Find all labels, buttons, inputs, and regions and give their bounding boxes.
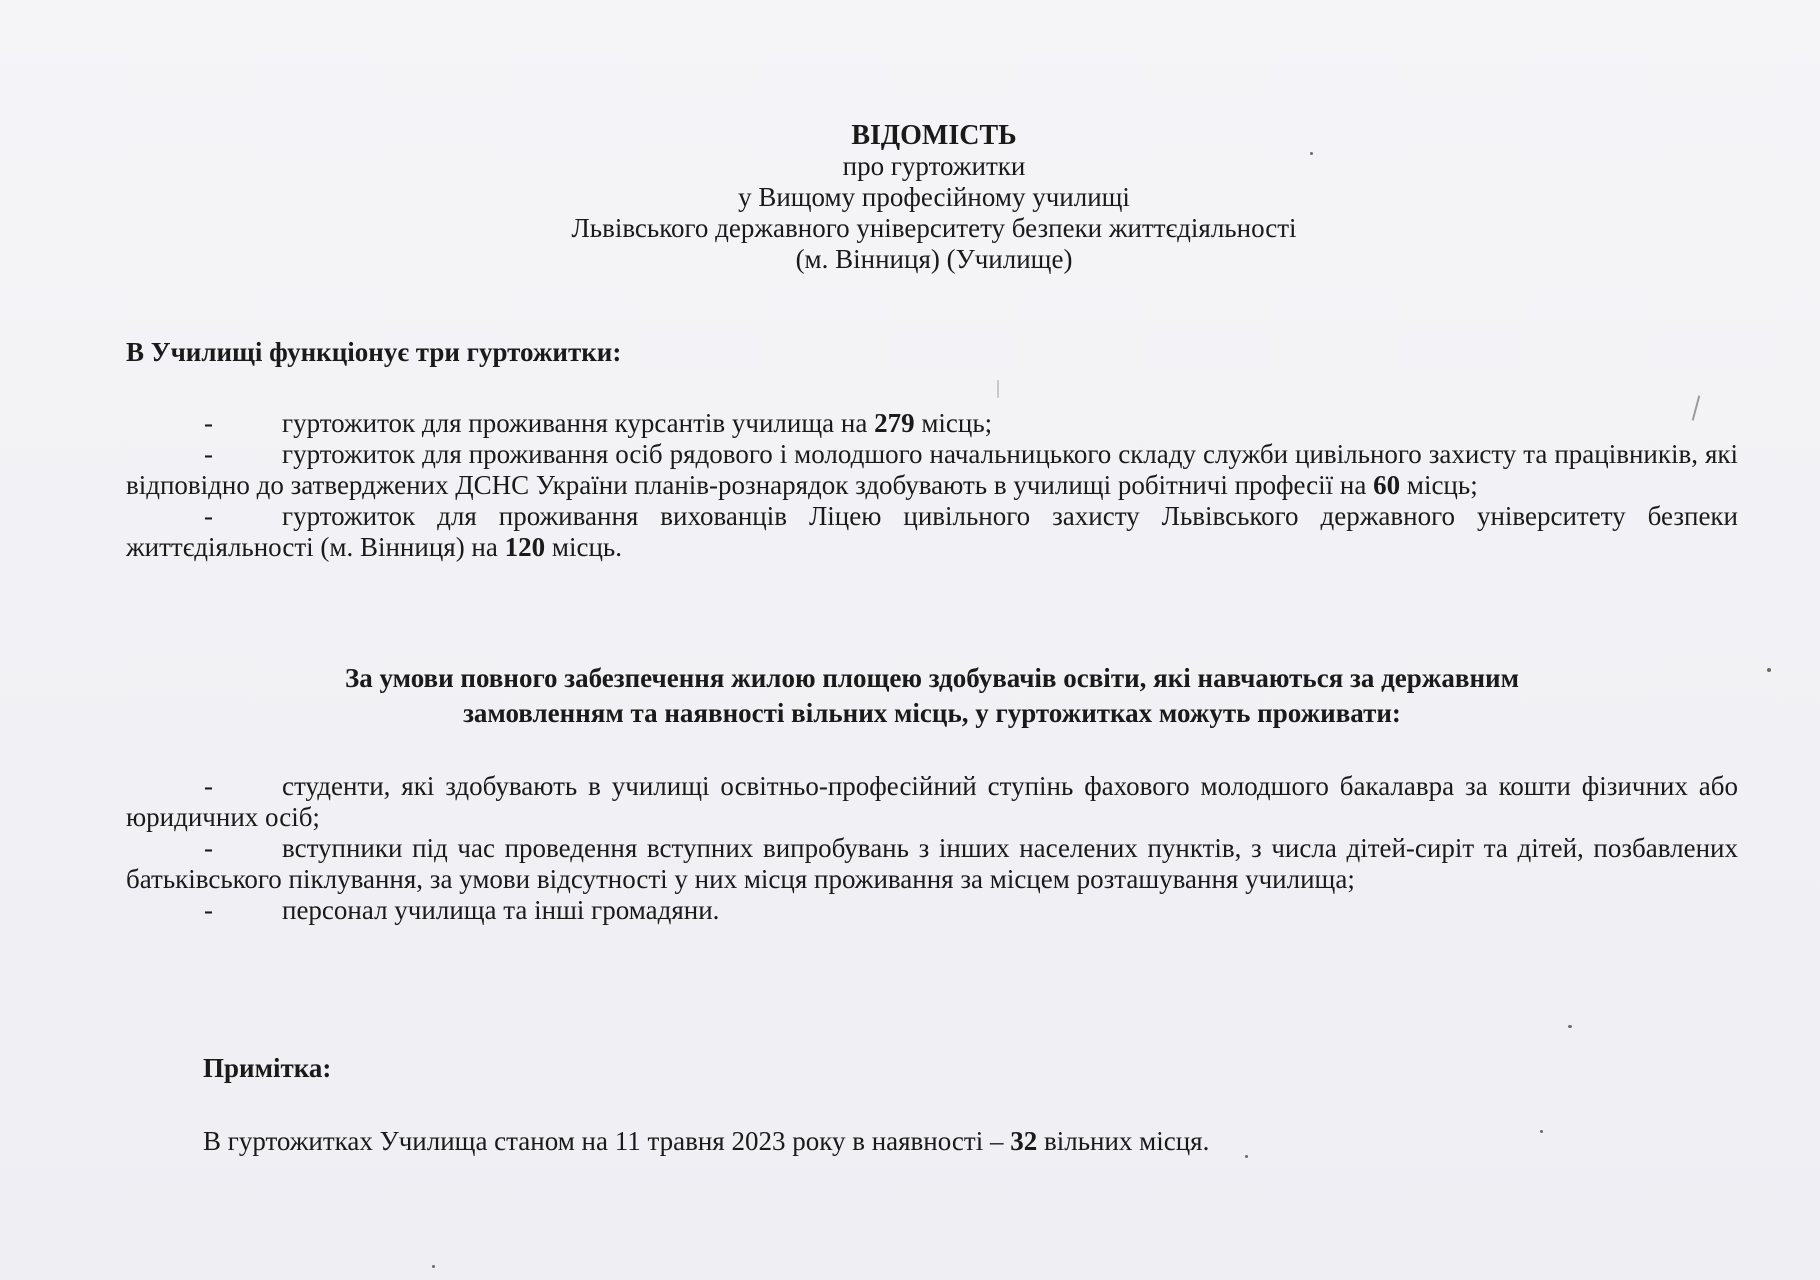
- list-dash: -: [204, 833, 213, 863]
- dormitory-text-end: місць;: [914, 408, 993, 438]
- dormitory-capacity: 60: [1373, 470, 1401, 500]
- dormitory-capacity: 279: [874, 408, 915, 438]
- resident-text: вступники під час проведення вступних випробувань з інших населених пунктів, з числа дітей-сиріт та дітей, позбавлених батьківського піклування, за умови відсутності у них місця проживання за місцем розташування училища;: [126, 833, 1738, 894]
- dormitory-text: гуртожиток для проживання вихованців Ліцею цивільного захисту Львівського державного університету безпеки життєдіяльності (м. Вінниця) на: [126, 501, 1738, 562]
- dormitory-list: [126, 408, 1738, 563]
- document-header: [0, 120, 1820, 275]
- resident-item: [126, 895, 1738, 926]
- scan-speck: [1568, 1025, 1572, 1028]
- condition-line-1: За умови повного забезпечення жилою площею здобувачів освіти, які навчаються за державним: [345, 663, 1519, 693]
- note-text: [203, 1126, 1209, 1157]
- resident-text: студенти, які здобувають в училищі освітньо-професійний ступінь фахового молодшого бакалавра за кошти фізичних або юридичних осіб;: [126, 771, 1738, 832]
- dormitory-text-end: місць;: [1400, 470, 1478, 500]
- list-dash: -: [204, 895, 213, 925]
- resident-text: персонал училища та інші громадяни.: [282, 895, 720, 925]
- dormitory-text: гуртожиток для проживання осіб рядового і молодшого начальницького складу служби цивільного захисту та працівників, які відповідно до затверджених ДСНС України планів-рознарядок здобувають в училищі робітничі професії на: [126, 439, 1738, 500]
- dormitory-item: [126, 439, 1738, 501]
- dormitory-text-end: місць.: [545, 532, 622, 562]
- scan-speck: [997, 380, 999, 398]
- note-title: Примітка:: [203, 1053, 332, 1083]
- list-dash: -: [204, 439, 213, 469]
- list-dash: -: [204, 408, 213, 438]
- document-title: ВІДОМІСТЬ: [851, 120, 1017, 151]
- header-line-2: у Вищому професійному училищі: [738, 182, 1130, 212]
- list-dash: -: [204, 501, 213, 531]
- scan-speck: [1540, 1130, 1543, 1133]
- dormitory-item: [126, 501, 1738, 563]
- note-text-start: В гуртожитках Училища станом на 11 травня 2023 року в наявності –: [203, 1126, 1011, 1156]
- scan-speck: [432, 1265, 435, 1268]
- free-places-count: 32: [1010, 1126, 1038, 1156]
- list-dash: -: [204, 771, 213, 801]
- residents-list: [126, 771, 1738, 926]
- scan-speck: [1767, 668, 1771, 672]
- scan-speck: [1310, 152, 1313, 155]
- note-text-end: вільних місця.: [1037, 1126, 1210, 1156]
- resident-item: [126, 833, 1738, 895]
- resident-item: [126, 771, 1738, 833]
- header-line-4: (м. Вінниця) (Училище): [795, 244, 1073, 274]
- condition-heading: [126, 661, 1738, 731]
- intro-heading: В Училищі функціонує три гуртожитки:: [126, 337, 622, 367]
- dormitory-item: [126, 408, 1738, 439]
- condition-line-2: замовленням та наявності вільних місць, у гуртожитках можуть проживати:: [463, 698, 1401, 728]
- dormitory-capacity: 120: [504, 532, 546, 562]
- header-line-1: про гуртожитки: [842, 151, 1026, 181]
- header-line-3: Львівського державного університету безпеки життєдіяльності: [571, 213, 1297, 243]
- dormitory-text: гуртожиток для проживання курсантів училища на: [282, 408, 875, 438]
- scan-speck: [1245, 1155, 1248, 1158]
